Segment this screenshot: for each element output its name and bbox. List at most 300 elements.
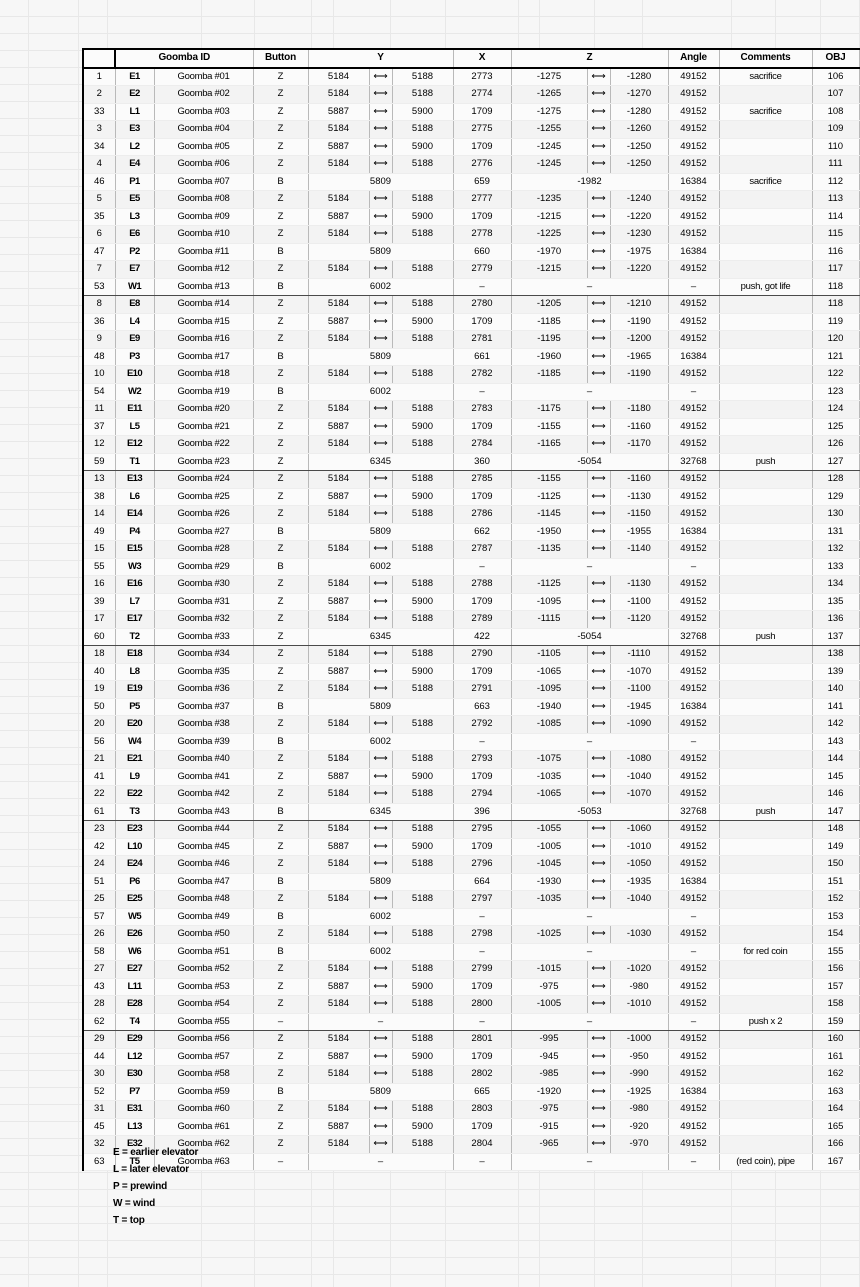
grid-cell xyxy=(643,1275,732,1287)
cell-z-max: -1060 xyxy=(610,821,668,839)
cell-angle: 49152 xyxy=(668,208,719,226)
cell-name: Goomba #07 xyxy=(154,173,253,191)
table-row[interactable] xyxy=(83,313,859,331)
cell-comment xyxy=(719,838,812,856)
table-row[interactable] xyxy=(83,1118,859,1136)
cell-button: Z xyxy=(253,1048,308,1066)
grid-cell xyxy=(202,1275,254,1287)
cell-button: Z xyxy=(253,961,308,979)
range-arrow-icon: ⟷ xyxy=(369,436,392,454)
table-row[interactable] xyxy=(83,838,859,856)
cell-z-min: -1155 xyxy=(511,471,587,489)
header-x: X xyxy=(453,49,511,68)
cell-y-max: 5188 xyxy=(392,226,453,244)
table-row[interactable] xyxy=(83,348,859,366)
grid-cell xyxy=(334,0,392,16)
cell-index: 17 xyxy=(83,611,115,629)
cell-obj: 153 xyxy=(812,908,859,926)
grid-cell xyxy=(29,1173,79,1189)
table-row[interactable] xyxy=(83,1101,859,1119)
grid-cell xyxy=(0,1003,29,1019)
cell-y-max: 5900 xyxy=(392,138,453,156)
cell-code: W3 xyxy=(115,558,154,576)
grid-cell xyxy=(108,1275,202,1287)
grid-cell xyxy=(312,1207,333,1223)
cell-y-max: 5900 xyxy=(392,768,453,786)
table-row[interactable] xyxy=(83,243,859,261)
cell-x: 2794 xyxy=(453,786,511,804)
grid-cell xyxy=(0,289,29,305)
table-row[interactable] xyxy=(83,593,859,611)
cell-z-max: -1280 xyxy=(610,68,668,86)
cell-angle: 49152 xyxy=(668,296,719,314)
table-row[interactable] xyxy=(83,663,859,681)
table-row[interactable] xyxy=(83,786,859,804)
cell-angle: 49152 xyxy=(668,1118,719,1136)
table-row[interactable] xyxy=(83,926,859,944)
header-obj: OBJ xyxy=(812,49,859,68)
cell-x: 659 xyxy=(453,173,511,191)
cell-angle: 49152 xyxy=(668,103,719,121)
cell-name: Goomba #62 xyxy=(154,1136,253,1154)
table-row[interactable] xyxy=(83,943,859,961)
table-row[interactable] xyxy=(83,1013,859,1031)
grid-cell xyxy=(334,1241,392,1257)
cell-obj: 136 xyxy=(812,611,859,629)
grid-cell xyxy=(29,1122,79,1138)
cell-z: – xyxy=(511,733,668,751)
table-row[interactable] xyxy=(83,1031,859,1049)
cell-name: Goomba #42 xyxy=(154,786,253,804)
cell-angle: 16384 xyxy=(668,243,719,261)
grid-cell xyxy=(0,918,29,934)
cell-angle: 49152 xyxy=(668,751,719,769)
cell-x: 1709 xyxy=(453,1048,511,1066)
cell-y-max: 5188 xyxy=(392,926,453,944)
table-row[interactable] xyxy=(83,541,859,559)
table-row[interactable] xyxy=(83,611,859,629)
grid-cell xyxy=(519,0,540,16)
cell-index: 39 xyxy=(83,593,115,611)
cell-obj: 107 xyxy=(812,86,859,104)
cell-z-min: -1215 xyxy=(511,261,587,279)
cell-obj: 154 xyxy=(812,926,859,944)
cell-comment xyxy=(719,401,812,419)
table-row[interactable] xyxy=(83,803,859,821)
cell-code: E27 xyxy=(115,961,154,979)
cell-x: 360 xyxy=(453,453,511,471)
cell-code: L9 xyxy=(115,768,154,786)
range-arrow-icon: ⟷ xyxy=(369,191,392,209)
grid-cell xyxy=(519,1207,540,1223)
cell-name: Goomba #27 xyxy=(154,523,253,541)
cell-name: Goomba #28 xyxy=(154,541,253,559)
grid-cell xyxy=(776,1224,821,1240)
cell-button: Z xyxy=(253,838,308,856)
grid-cell xyxy=(0,510,29,526)
cell-z-max: -1965 xyxy=(610,348,668,366)
grid-cell xyxy=(29,187,79,203)
grid-cell xyxy=(29,561,79,577)
cell-y: 6002 xyxy=(308,278,453,296)
range-arrow-icon: ⟷ xyxy=(369,226,392,244)
table-row[interactable] xyxy=(83,821,859,839)
cell-y-max: 5188 xyxy=(392,261,453,279)
cell-z-min: -1015 xyxy=(511,961,587,979)
cell-y-min: 5887 xyxy=(308,103,369,121)
table-row[interactable] xyxy=(83,961,859,979)
cell-comment xyxy=(719,488,812,506)
grid-cell xyxy=(732,1258,776,1274)
cell-comment xyxy=(719,138,812,156)
cell-y-max: 5188 xyxy=(392,191,453,209)
cell-angle: 32768 xyxy=(668,803,719,821)
table-row[interactable] xyxy=(83,436,859,454)
cell-code: L4 xyxy=(115,313,154,331)
cell-y-max: 5188 xyxy=(392,1101,453,1119)
range-arrow-icon: ⟷ xyxy=(369,856,392,874)
cell-y-min: 5184 xyxy=(308,646,369,664)
cell-obj: 134 xyxy=(812,576,859,594)
range-arrow-icon: ⟷ xyxy=(369,313,392,331)
cell-button: Z xyxy=(253,453,308,471)
range-arrow-icon: ⟷ xyxy=(369,488,392,506)
range-arrow-icon: ⟷ xyxy=(587,926,610,944)
cell-x: 664 xyxy=(453,873,511,891)
cell-obj: 111 xyxy=(812,156,859,174)
cell-obj: 118 xyxy=(812,296,859,314)
table-row[interactable] xyxy=(83,1048,859,1066)
cell-index: 21 xyxy=(83,751,115,769)
cell-y-min: 5184 xyxy=(308,541,369,559)
range-arrow-icon: ⟷ xyxy=(369,681,392,699)
cell-y-max: 5188 xyxy=(392,891,453,909)
table-row[interactable] xyxy=(83,261,859,279)
cell-name: Goomba #29 xyxy=(154,558,253,576)
cell-z-max: -950 xyxy=(610,1048,668,1066)
cell-button: Z xyxy=(253,751,308,769)
table-row[interactable] xyxy=(83,226,859,244)
cell-angle: 49152 xyxy=(668,768,719,786)
cell-x: 661 xyxy=(453,348,511,366)
cell-name: Goomba #11 xyxy=(154,243,253,261)
table-row[interactable] xyxy=(83,453,859,471)
cell-comment xyxy=(719,786,812,804)
cell-y-min: 5887 xyxy=(308,838,369,856)
cell-x: 2775 xyxy=(453,121,511,139)
cell-obj: 119 xyxy=(812,313,859,331)
grid-cell xyxy=(0,357,29,373)
cell-z-max: -1250 xyxy=(610,138,668,156)
cell-code: E8 xyxy=(115,296,154,314)
cell-index: 59 xyxy=(83,453,115,471)
grid-cell xyxy=(732,1207,776,1223)
table-row[interactable] xyxy=(83,366,859,384)
cell-x: 2789 xyxy=(453,611,511,629)
grid-cell xyxy=(255,1258,313,1274)
cell-code: E5 xyxy=(115,191,154,209)
cell-index: 33 xyxy=(83,103,115,121)
table-row[interactable] xyxy=(83,523,859,541)
cell-x: – xyxy=(453,558,511,576)
range-arrow-icon: ⟷ xyxy=(369,471,392,489)
cell-button: B xyxy=(253,558,308,576)
cell-obj: 110 xyxy=(812,138,859,156)
cell-code: T2 xyxy=(115,628,154,646)
range-arrow-icon: ⟷ xyxy=(369,838,392,856)
cell-comment xyxy=(719,1101,812,1119)
cell-z-min: -1155 xyxy=(511,418,587,436)
cell-name: Goomba #04 xyxy=(154,121,253,139)
cell-x: 660 xyxy=(453,243,511,261)
grid-row xyxy=(0,17,860,34)
cell-name: Goomba #41 xyxy=(154,768,253,786)
cell-z-max: -1230 xyxy=(610,226,668,244)
cell-index: 11 xyxy=(83,401,115,419)
table-row[interactable] xyxy=(83,191,859,209)
cell-comment xyxy=(719,908,812,926)
cell-z: -5053 xyxy=(511,803,668,821)
grid-cell xyxy=(776,17,821,33)
cell-index: 57 xyxy=(83,908,115,926)
cell-y-min: 5184 xyxy=(308,961,369,979)
cell-index: 37 xyxy=(83,418,115,436)
grid-cell xyxy=(0,782,29,798)
cell-x: 2792 xyxy=(453,716,511,734)
cell-name: Goomba #36 xyxy=(154,681,253,699)
cell-obj: 144 xyxy=(812,751,859,769)
cell-angle: 49152 xyxy=(668,226,719,244)
cell-comment xyxy=(719,768,812,786)
cell-x: 1709 xyxy=(453,138,511,156)
cell-code: E15 xyxy=(115,541,154,559)
grid-cell xyxy=(29,255,79,271)
cell-z-max: -1180 xyxy=(610,401,668,419)
range-arrow-icon: ⟷ xyxy=(369,926,392,944)
cell-z-min: -1065 xyxy=(511,663,587,681)
table-row[interactable] xyxy=(83,173,859,191)
range-arrow-icon: ⟷ xyxy=(369,156,392,174)
range-arrow-icon: ⟷ xyxy=(587,418,610,436)
table-row[interactable] xyxy=(83,68,859,86)
cell-comment xyxy=(719,821,812,839)
cell-code: L2 xyxy=(115,138,154,156)
cell-z-min: -1205 xyxy=(511,296,587,314)
table-row[interactable] xyxy=(83,506,859,524)
cell-obj: 167 xyxy=(812,1153,859,1171)
cell-button: B xyxy=(253,733,308,751)
grid-cell xyxy=(391,1207,446,1223)
table-row[interactable] xyxy=(83,1136,859,1154)
cell-y-min: 5184 xyxy=(308,996,369,1014)
table-row[interactable] xyxy=(83,576,859,594)
cell-obj: 127 xyxy=(812,453,859,471)
grid-cell xyxy=(540,1190,595,1206)
cell-z-min: -1125 xyxy=(511,576,587,594)
table-row[interactable] xyxy=(83,156,859,174)
cell-z-max: -1935 xyxy=(610,873,668,891)
table-row[interactable] xyxy=(83,1066,859,1084)
cell-x: 2796 xyxy=(453,856,511,874)
cell-code: E1 xyxy=(115,68,154,86)
cell-button: B xyxy=(253,523,308,541)
range-arrow-icon: ⟷ xyxy=(587,261,610,279)
cell-y-max: 5188 xyxy=(392,506,453,524)
table-row[interactable] xyxy=(83,86,859,104)
cell-code: P7 xyxy=(115,1083,154,1101)
grid-cell xyxy=(29,425,79,441)
grid-cell xyxy=(29,782,79,798)
cell-z-min: -1275 xyxy=(511,103,587,121)
table-row[interactable] xyxy=(83,278,859,296)
cell-button: Z xyxy=(253,716,308,734)
cell-angle: 49152 xyxy=(668,961,719,979)
grid-cell xyxy=(0,952,29,968)
table-row[interactable] xyxy=(83,121,859,139)
table-row[interactable] xyxy=(83,698,859,716)
cell-button: Z xyxy=(253,191,308,209)
cell-button: B xyxy=(253,908,308,926)
cell-angle: 49152 xyxy=(668,716,719,734)
cell-button: Z xyxy=(253,226,308,244)
cell-comment xyxy=(719,1083,812,1101)
cell-index: 3 xyxy=(83,121,115,139)
cell-x: 1709 xyxy=(453,1118,511,1136)
table-row[interactable] xyxy=(83,558,859,576)
range-arrow-icon: ⟷ xyxy=(369,996,392,1014)
table-row[interactable] xyxy=(83,1153,859,1171)
cell-z: – xyxy=(511,383,668,401)
cell-y-min: 5887 xyxy=(308,418,369,436)
table-row[interactable] xyxy=(83,383,859,401)
grid-cell xyxy=(540,1241,595,1257)
cell-z-min: -1930 xyxy=(511,873,587,891)
grid-cell xyxy=(732,17,776,33)
legend-item: T = top xyxy=(113,1215,145,1226)
cell-name: Goomba #60 xyxy=(154,1101,253,1119)
table-row[interactable] xyxy=(83,471,859,489)
cell-button: Z xyxy=(253,68,308,86)
table-row[interactable] xyxy=(83,296,859,314)
cell-name: Goomba #32 xyxy=(154,611,253,629)
table-row[interactable] xyxy=(83,891,859,909)
cell-z: -5054 xyxy=(511,628,668,646)
grid-cell xyxy=(0,306,29,322)
grid-cell xyxy=(446,1224,518,1240)
cell-x: 2798 xyxy=(453,926,511,944)
cell-index: 1 xyxy=(83,68,115,86)
table-row[interactable] xyxy=(83,996,859,1014)
cell-x: 2788 xyxy=(453,576,511,594)
cell-button: B xyxy=(253,383,308,401)
cell-x: 2783 xyxy=(453,401,511,419)
range-arrow-icon: ⟷ xyxy=(587,138,610,156)
cell-z-min: -995 xyxy=(511,1031,587,1049)
table-row[interactable] xyxy=(83,418,859,436)
table-row[interactable] xyxy=(83,856,859,874)
grid-cell xyxy=(0,1190,29,1206)
cell-y: 6002 xyxy=(308,943,453,961)
grid-cell xyxy=(29,595,79,611)
cell-x: 2777 xyxy=(453,191,511,209)
table-row[interactable] xyxy=(83,751,859,769)
cell-angle: 49152 xyxy=(668,331,719,349)
cell-z-min: -1005 xyxy=(511,838,587,856)
cell-z-min: -1035 xyxy=(511,891,587,909)
range-arrow-icon: ⟷ xyxy=(587,1136,610,1154)
table-row[interactable] xyxy=(83,1083,859,1101)
range-arrow-icon: ⟷ xyxy=(587,611,610,629)
cell-button: – xyxy=(253,1013,308,1031)
grid-cell xyxy=(732,1173,776,1189)
cell-angle: 49152 xyxy=(668,436,719,454)
range-arrow-icon: ⟷ xyxy=(369,261,392,279)
cell-name: Goomba #14 xyxy=(154,296,253,314)
table-row[interactable] xyxy=(83,768,859,786)
grid-cell xyxy=(108,17,202,33)
table-row[interactable] xyxy=(83,733,859,751)
cell-angle: 49152 xyxy=(668,488,719,506)
cell-comment xyxy=(719,208,812,226)
cell-y-min: 5887 xyxy=(308,1118,369,1136)
cell-z-min: -975 xyxy=(511,1101,587,1119)
table-row[interactable] xyxy=(83,331,859,349)
cell-obj: 161 xyxy=(812,1048,859,1066)
cell-comment xyxy=(719,86,812,104)
grid-cell xyxy=(0,561,29,577)
cell-x: 1709 xyxy=(453,488,511,506)
cell-comment xyxy=(719,926,812,944)
cell-x: – xyxy=(453,943,511,961)
table-row[interactable] xyxy=(83,628,859,646)
grid-cell xyxy=(776,1258,821,1274)
table-row[interactable] xyxy=(83,873,859,891)
cell-x: 2799 xyxy=(453,961,511,979)
cell-button: Z xyxy=(253,628,308,646)
table-row[interactable] xyxy=(83,681,859,699)
cell-code: E29 xyxy=(115,1031,154,1049)
grid-cell xyxy=(643,1173,732,1189)
grid-cell xyxy=(334,17,392,33)
cell-x: 2791 xyxy=(453,681,511,699)
range-arrow-icon: ⟷ xyxy=(369,786,392,804)
table-row[interactable] xyxy=(83,716,859,734)
range-arrow-icon: ⟷ xyxy=(587,471,610,489)
cell-y-max: 5900 xyxy=(392,978,453,996)
cell-y-min: 5887 xyxy=(308,208,369,226)
grid-cell xyxy=(0,1020,29,1036)
table-row[interactable] xyxy=(83,908,859,926)
cell-code: E32 xyxy=(115,1136,154,1154)
table-row[interactable] xyxy=(83,978,859,996)
cell-index: 14 xyxy=(83,506,115,524)
cell-y-max: 5900 xyxy=(392,593,453,611)
cell-button: Z xyxy=(253,821,308,839)
table-row[interactable] xyxy=(83,646,859,664)
table-row[interactable] xyxy=(83,208,859,226)
cell-code: E20 xyxy=(115,716,154,734)
cell-z-min: -1145 xyxy=(511,506,587,524)
cell-x: 1709 xyxy=(453,768,511,786)
table-row[interactable] xyxy=(83,138,859,156)
grid-cell xyxy=(29,578,79,594)
grid-cell xyxy=(29,238,79,254)
table-row[interactable] xyxy=(83,103,859,121)
grid-cell xyxy=(0,850,29,866)
table-row[interactable] xyxy=(83,401,859,419)
range-arrow-icon: ⟷ xyxy=(369,716,392,734)
table-row[interactable] xyxy=(83,488,859,506)
